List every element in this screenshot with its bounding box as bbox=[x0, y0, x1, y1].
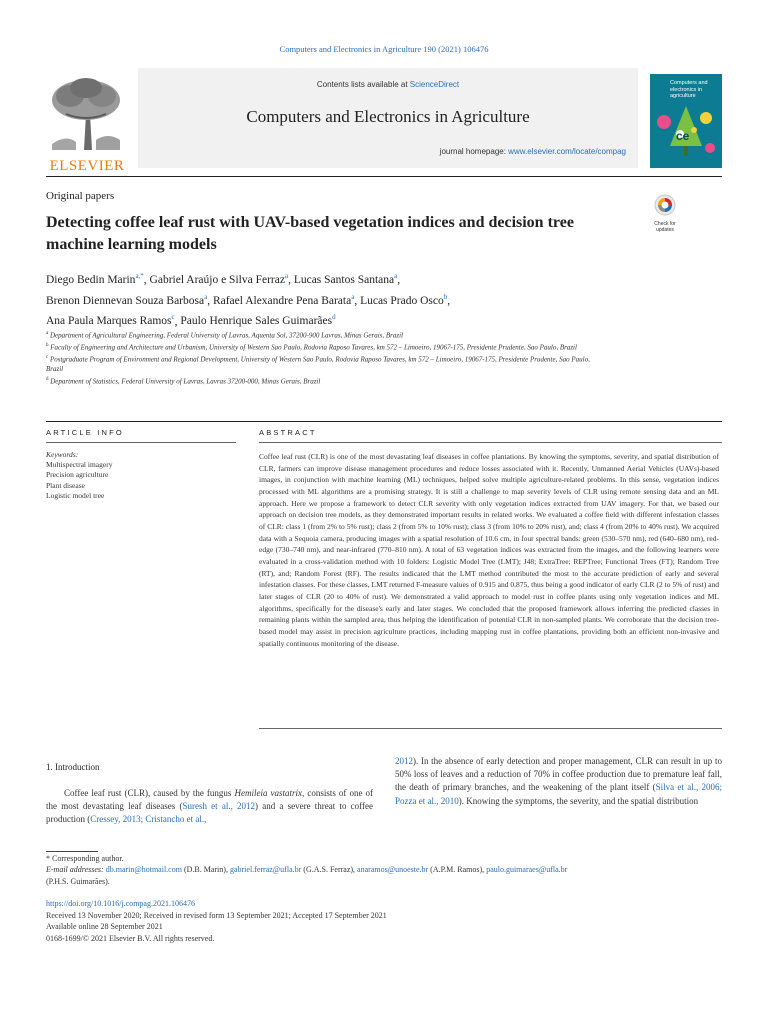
affiliation: $^a$ Department of Agricultural Engineering, Federal University of Lavras, Aquenta Sol, 37200-900 Lavras, Minas Gerais, Brazil bbox=[46, 331, 404, 340]
keyword: Logistic model tree bbox=[46, 490, 105, 500]
cover-logo-text: ce bbox=[676, 128, 690, 143]
abstract-end-rule bbox=[259, 728, 722, 729]
check-for-updates-line1: Check for bbox=[654, 221, 676, 227]
keywords-block bbox=[46, 450, 236, 501]
author[interactable]: Brenon Diennevan Souza Barbosa$^a$ bbox=[46, 292, 208, 307]
author-affiliation-marker[interactable]: b bbox=[443, 292, 448, 301]
header-info-rule bbox=[46, 421, 722, 422]
author-affiliation-marker[interactable]: a bbox=[394, 272, 398, 280]
section-type: Original papers bbox=[46, 190, 115, 202]
author[interactable]: Ana Paula Marques Ramos$^c$ bbox=[46, 313, 175, 328]
author[interactable]: Diego Bedin Marin$^{a,*}$ bbox=[46, 272, 144, 286]
email-addresses: E-mail addresses: db.marin@hotmail.com (D.B. Marin), gabriel.ferraz@ufla.br (G.A.S. Ferraz), anaramos@unoeste.br (A.P.M. Ramos), paulo.guimaraes@ufla.br (P.H.S. Guimarães). bbox=[46, 865, 568, 886]
cover-title: Computers and electronics in agriculture bbox=[670, 80, 708, 99]
affiliation: $^d$ Department of Statistics, Federal University of Lavras, Lavras 37200-000, Minas Gerais, Brazil bbox=[46, 377, 321, 386]
contents-line: Contents lists available at ScienceDirect bbox=[316, 80, 460, 89]
affiliation: $^b$ Faculty of Engineering and Architecture and Urbanism, University of Western Sao Paulo, Rodovia Raposo Tavares, km 572 – Limoeiro, 19067-175, Presidente Prudente, Sao Paulo, Brazil bbox=[46, 343, 577, 352]
author-affiliation-marker[interactable]: a bbox=[351, 292, 355, 301]
footnote-rule bbox=[46, 851, 98, 852]
email-link[interactable]: db.marin@hotmail.com bbox=[105, 865, 182, 875]
author-affiliation-marker[interactable]: d bbox=[332, 313, 336, 322]
author-affiliation-marker[interactable]: a bbox=[284, 272, 289, 280]
journal-cover-thumbnail[interactable] bbox=[650, 74, 722, 168]
citation-link[interactable]: Suresh et al., 2012 bbox=[182, 801, 256, 812]
keyword: Multispectral imagery bbox=[46, 460, 113, 470]
elsevier-tree-icon bbox=[46, 74, 124, 152]
affiliation-list bbox=[46, 329, 606, 387]
email-link[interactable]: anaramos@unoeste.br bbox=[357, 865, 429, 875]
received-dates: Received 13 November 2020; Received in revised form 13 September 2021; Accepted 17 September 2021 bbox=[46, 910, 387, 920]
homepage-line: journal homepage: www.elsevier.com/locate/compag bbox=[439, 147, 626, 156]
author[interactable]: Lucas Santos Santana$^a$ bbox=[293, 272, 398, 286]
author[interactable]: Gabriel Araújo e Silva Ferraz$^a$ bbox=[149, 272, 289, 286]
check-for-updates-icon bbox=[654, 194, 676, 216]
abstract-text: Coffee leaf rust (CLR) is one of the most devastating leaf diseases in coffee plantations. By knowing the symptoms, severity, and spatial distribution of CLR, farmers can improve disease management procedures and reduce losses associated with it. Recently, Unmanned Aerial Vehicles (UAVs)-based images, in conjunction with machine learning (ML) techniques, helped solve multiple agriculture-related problems. In this sense, vegetation indices processed with ML algorithms are a promising strategy. It is still a challenge to map severity levels of CLR using remote sensing data and an ML approach. Here we propose a framework to detect CLR severity with only vegetation indices extracted from UAV imagery. For that, we based our approach on decision tree models, as they demonstrated important results in related works. We evaluated a coffee field with different infestation classes of CLR: class 1 (from 2% to 5% rust); class 2 (from 5% to 10% rust); class 3 (from 10% to 20% rust), and; class 4 (from 20% to 40% rust). We acquired data with a Sequoia camera, producing images with a spatial resolution of 10.6 cm, in four spectral bands: green (530–570 nm), red (640–680 nm), red-edge (730–740 nm), and near-infrared (770–810 nm). A total of 63 vegetation indices was extracted from the images, and the following learners were evaluated in a cross-validation method with 10 folders: Logistic Model Tree (LMT); J48; ExtraTree; REPTree; Functional Trees (FT); Random Tree (RT), and; Random Forest (RF). The results indicated that the LMT method contributed the most to the accurate prediction of early and several infestation classes. For these classes, LMT returned F-measure values of 0.915 and 0.875, thus being a good indicator of early CLR (2 to 5% of rust) and later stages of CLR (20 to 40% of rust). We demonstrated a valid approach to model rust in coffee plants using only vegetation indices and ML algorithms, specifically for the disease's early and later stages. We concluded that the proposed framework allows inferring the predicted classes in remaining plants within the sampled area, thus helping the identification of potential CLR in non-sampled plants. We corroborate that the decision tree-based model may assist in precision agriculture practices, including mapping rust in coffee plantations, providing both an efficient non-invasive and spatially continuous monitoring of the disease. bbox=[259, 452, 719, 648]
journal-title: Computers and Electronics in Agriculture bbox=[246, 107, 530, 126]
introduction-heading: 1. Introduction bbox=[46, 762, 100, 772]
keyword: Precision agriculture bbox=[46, 470, 109, 480]
author[interactable]: Lucas Prado Osco$^b$ bbox=[360, 292, 448, 307]
affiliation: $^c$ Postgraduate Program of Environment and Regional Development, University of Western Sao Paulo, Rodovia Raposo Tavares, km 572 – Limoeiro, 19067-175, Presidente Prudente, Sao Paulo, Brazil bbox=[46, 355, 590, 374]
masthead-banner bbox=[138, 68, 638, 168]
citation-link[interactable]: Cressey, 2013; Cristancho et al., bbox=[90, 814, 207, 825]
corresponding-author-note: * Corresponding author. bbox=[46, 854, 124, 863]
intro-column-left: Coffee leaf rust (CLR), caused by the fungus Hemileia vastatrix, consists of one of the most devastating leaf diseases (Suresh et al., 2012) and a severe threat to coffee production (Cressey, 2013; Cristancho et al., bbox=[46, 788, 373, 825]
author-list: Diego Bedin Marin$^{a,*}$, Gabriel Araújo e Silva Ferraz$^a$, Lucas Santos Santana$^a$, Brenon Diennevan Souza Barbosa$^a$, Rafael Alexandre Pena Barata$^a$, Lucas Prado Osco$^b$, Ana Paula Marques Ramos$^c$, Paulo Henrique Sales Guimarães$^d$ bbox=[46, 272, 451, 328]
article-info-heading: ARTICLE INFO bbox=[46, 428, 124, 437]
species-name: Hemileia vastatrix bbox=[234, 788, 303, 798]
intro-column-right: 2012). In the absence of early detection and proper management, CLR can result in up to 50% loss of leaves and a reduction of 70% in coffee production due to premature leaf fall, the death of primary branches, and the weakening of the plant itself (Silva et al., 2006; Pozza et al., 2010). Knowing the symptoms, the severity, and the spatial distribution bbox=[395, 756, 722, 806]
email-link[interactable]: paulo.guimaraes@ufla.br bbox=[486, 865, 568, 875]
keyword: Plant disease bbox=[46, 480, 85, 490]
abstract-heading: ABSTRACT bbox=[259, 428, 317, 437]
citation-link[interactable]: Silva et al., 2006; Pozza et al., 2010 bbox=[395, 782, 722, 806]
article-title: Detecting coffee leaf rust with UAV-based vegetation indices and decision tree machine learning models bbox=[46, 214, 574, 253]
author[interactable]: Rafael Alexandre Pena Barata$^a$ bbox=[212, 292, 355, 307]
elsevier-wordmark: ELSEVIER bbox=[49, 158, 125, 174]
author-affiliation-marker[interactable]: c bbox=[171, 313, 175, 322]
journal-homepage-link[interactable]: www.elsevier.com/locate/compag bbox=[508, 147, 626, 156]
elsevier-logo bbox=[46, 74, 128, 172]
keywords-label: Keywords: bbox=[46, 450, 79, 459]
cover-art-icon bbox=[650, 100, 722, 160]
masthead-rule bbox=[46, 176, 722, 177]
sciencedirect-link[interactable]: ScienceDirect bbox=[409, 80, 460, 89]
check-for-updates-badge[interactable] bbox=[648, 194, 682, 233]
check-for-updates-line2: updates bbox=[656, 227, 674, 233]
author[interactable]: Paulo Henrique Sales Guimarães$^d$ bbox=[180, 313, 336, 328]
article-info-rule bbox=[46, 442, 236, 443]
available-online-date: Available online 28 September 2021 bbox=[46, 922, 163, 932]
author-affiliation-marker[interactable]: a bbox=[204, 292, 208, 301]
publication-info bbox=[46, 898, 722, 944]
email-link[interactable]: gabriel.ferraz@ufla.br bbox=[229, 865, 302, 875]
citation-link[interactable]: 2012 bbox=[395, 756, 413, 766]
journal-masthead bbox=[46, 68, 722, 172]
abstract-rule bbox=[259, 442, 722, 443]
copyright-line: 0168-1699/© 2021 Elsevier B.V. All rights reserved. bbox=[46, 933, 215, 943]
footnotes bbox=[46, 853, 722, 887]
journal-reference[interactable]: Computers and Electronics in Agriculture 190 (2021) 106476 bbox=[279, 44, 489, 54]
author-affiliation-marker[interactable]: a,* bbox=[135, 272, 144, 280]
doi-link[interactable]: https://doi.org/10.1016/j.compag.2021.106476 bbox=[46, 899, 195, 908]
